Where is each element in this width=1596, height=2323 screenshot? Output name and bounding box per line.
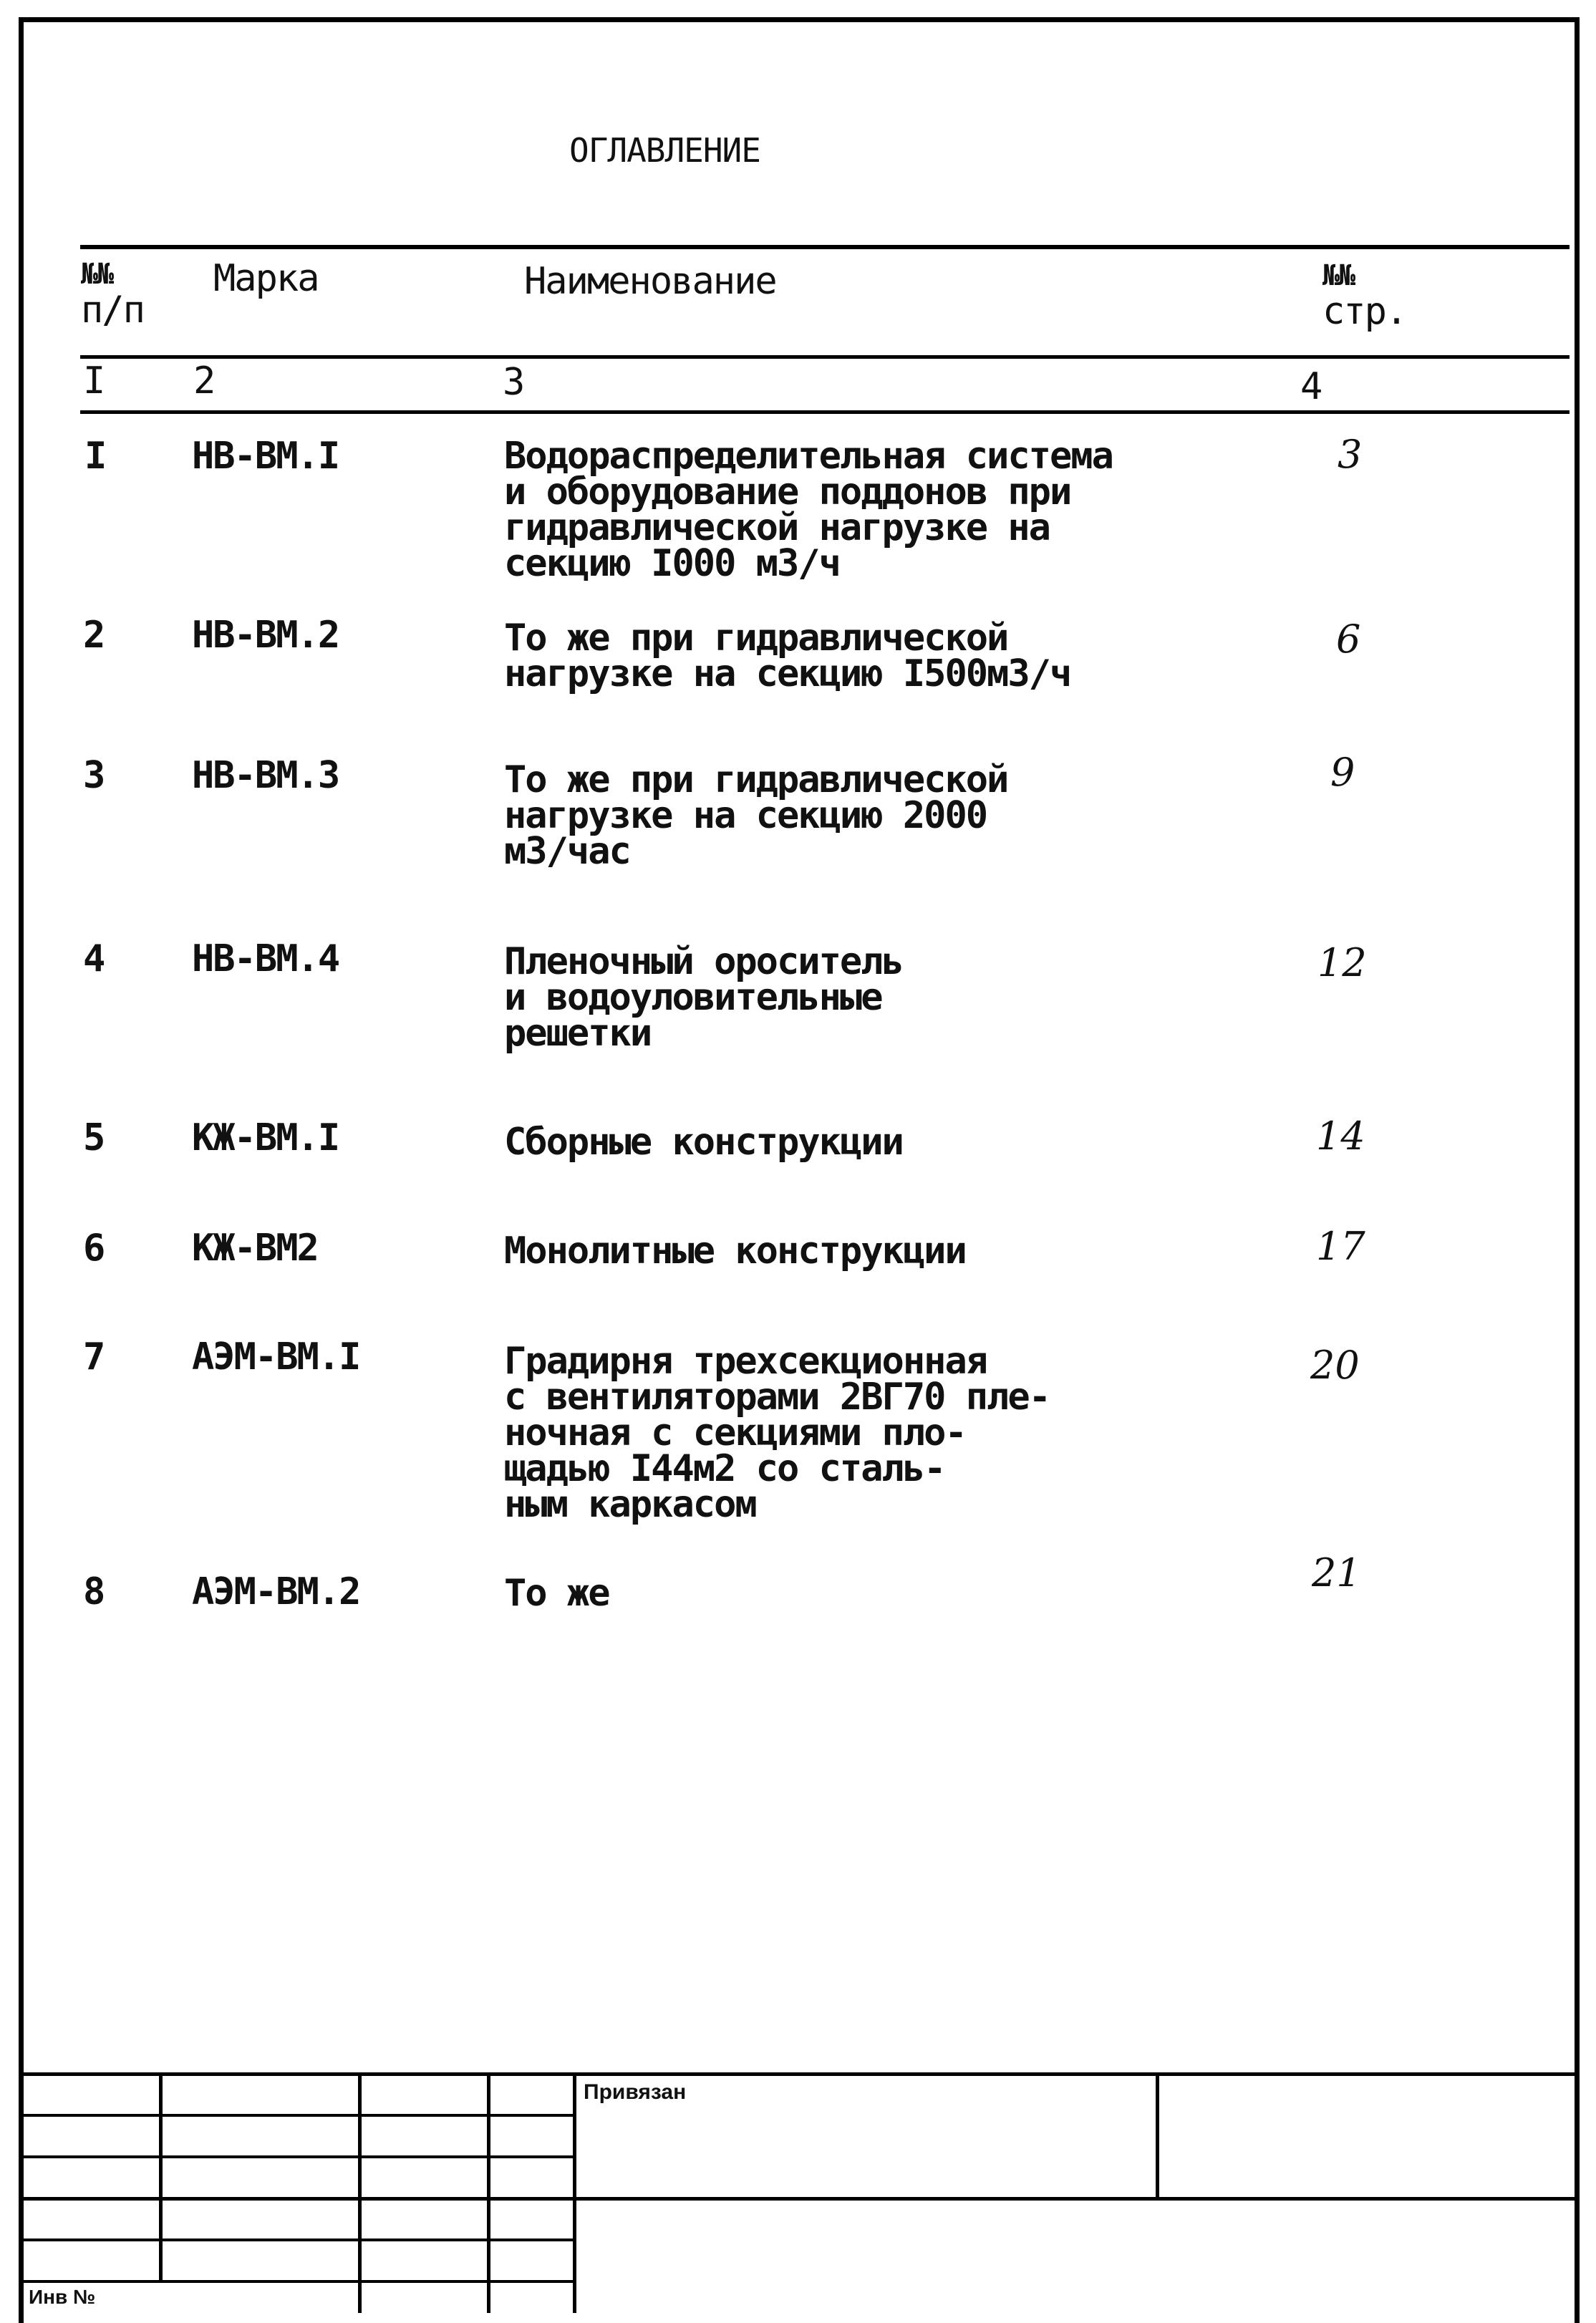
row-7-mark: АЭМ-ВМ.I [192, 1336, 360, 1378]
row-4-name-line: и водоуловительные [504, 976, 882, 1019]
row-6-name [504, 1230, 966, 1272]
row-2-num: 2 [83, 614, 105, 657]
row-8-page: 21 [1312, 1550, 1361, 1595]
colnum-1: I [83, 359, 106, 402]
colnum-3: 3 [503, 361, 526, 404]
row-3-name [504, 758, 1008, 873]
header-name: Наименование [524, 260, 776, 303]
row-7-name [504, 1340, 1050, 1526]
row-8-mark: АЭМ-ВМ.2 [192, 1570, 360, 1613]
row-4-name-line: Пленочный ороситель [504, 940, 903, 983]
row-7-name-line: ным каркасом [504, 1483, 756, 1526]
row-7-name-line: щадью I44м2 со сталь- [504, 1447, 945, 1490]
stamp-divider [487, 2072, 490, 2313]
stamp-top-rule [21, 2072, 1580, 2076]
row-2-mark: НВ-ВМ.2 [192, 614, 339, 657]
stamp-divider [159, 2072, 163, 2283]
row-5-name-line: Сборные конструкции [504, 1121, 903, 1164]
row-6-mark: КЖ-ВМ2 [192, 1227, 318, 1270]
stamp-rule [21, 2239, 574, 2241]
row-8-num: 8 [83, 1570, 105, 1613]
document-sheet [19, 17, 1580, 2323]
stamp-rule [21, 2197, 1580, 2201]
row-3-page: 9 [1330, 750, 1355, 795]
row-5-num: 5 [83, 1116, 105, 1159]
header-num-line1: №№ [81, 258, 113, 291]
row-1-name-line: Водораспределительная система [504, 435, 1113, 478]
header-page-line2: стр. [1322, 290, 1407, 333]
row-8-name [504, 1572, 609, 1615]
stamp-rule [21, 2155, 574, 2158]
stamp-divider [573, 2072, 576, 2313]
row-4-name [504, 940, 903, 1055]
row-2-name-line: нагрузке на секцию I500м3/ч [504, 652, 1071, 695]
row-4-mark: НВ-ВМ.4 [192, 937, 339, 980]
row-4-name-line: решетки [504, 1012, 652, 1055]
row-4-page: 12 [1317, 940, 1367, 985]
row-1-page: 3 [1338, 432, 1363, 477]
stamp-rule [21, 2280, 574, 2283]
header-top-rule [80, 245, 1570, 249]
row-2-name-line: То же при гидравлической [504, 617, 1008, 660]
colnum-2: 2 [193, 359, 216, 402]
header-page [1322, 259, 1406, 331]
row-1-mark: НВ-ВМ.I [192, 435, 339, 478]
colnum-bottom-rule [80, 410, 1570, 414]
row-3-mark: НВ-ВМ.3 [192, 754, 339, 797]
row-1-name-line: и оборудование поддонов при [504, 470, 1071, 513]
row-7-name-line: Градирня трехсекционная [504, 1340, 987, 1383]
header-num [81, 258, 144, 332]
row-6-num: 6 [83, 1227, 105, 1270]
colnum-4: 4 [1300, 365, 1323, 408]
row-8-name-line: То же [504, 1572, 609, 1615]
page-title: ОГЛАВЛЕНИЕ [569, 131, 760, 170]
row-3-num: 3 [83, 754, 105, 797]
header-bottom-rule [80, 355, 1570, 359]
row-5-page: 14 [1316, 1114, 1365, 1159]
row-4-num: 4 [83, 937, 105, 980]
stamp-rule [21, 2114, 574, 2117]
row-2-page: 6 [1336, 617, 1361, 662]
row-2-name [504, 617, 1071, 695]
row-1-name-line: секцию I000 м3/ч [504, 542, 840, 585]
header-page-line1: №№ [1322, 259, 1355, 292]
stamp-divider [1156, 2072, 1159, 2200]
header-mark: Марка [213, 257, 319, 300]
row-3-name-line: нагрузке на секцию 2000 [504, 794, 987, 837]
row-6-page: 17 [1316, 1224, 1365, 1269]
row-1-name-line: гидравлической нагрузке на [504, 506, 1050, 549]
stamp-inv-label: Инв № [29, 2286, 96, 2308]
row-5-mark: КЖ-ВМ.I [192, 1116, 339, 1159]
row-6-name-line: Монолитные конструкции [504, 1230, 966, 1272]
row-1-num: I [84, 435, 106, 478]
row-7-name-line: с вентиляторами 2ВГ70 пле- [504, 1376, 1050, 1419]
stamp-divider [358, 2072, 362, 2313]
row-3-name-line: м3/час [504, 830, 630, 873]
row-1-name [504, 435, 1113, 585]
row-3-name-line: То же при гидравлической [504, 758, 1008, 801]
header-num-line2: п/п [81, 289, 144, 332]
stamp-attached-label: Привязан [584, 2080, 687, 2104]
row-7-page: 20 [1310, 1343, 1360, 1388]
row-7-num: 7 [83, 1336, 105, 1378]
row-5-name [504, 1121, 903, 1164]
row-7-name-line: ночная с секциями пло- [504, 1411, 966, 1454]
